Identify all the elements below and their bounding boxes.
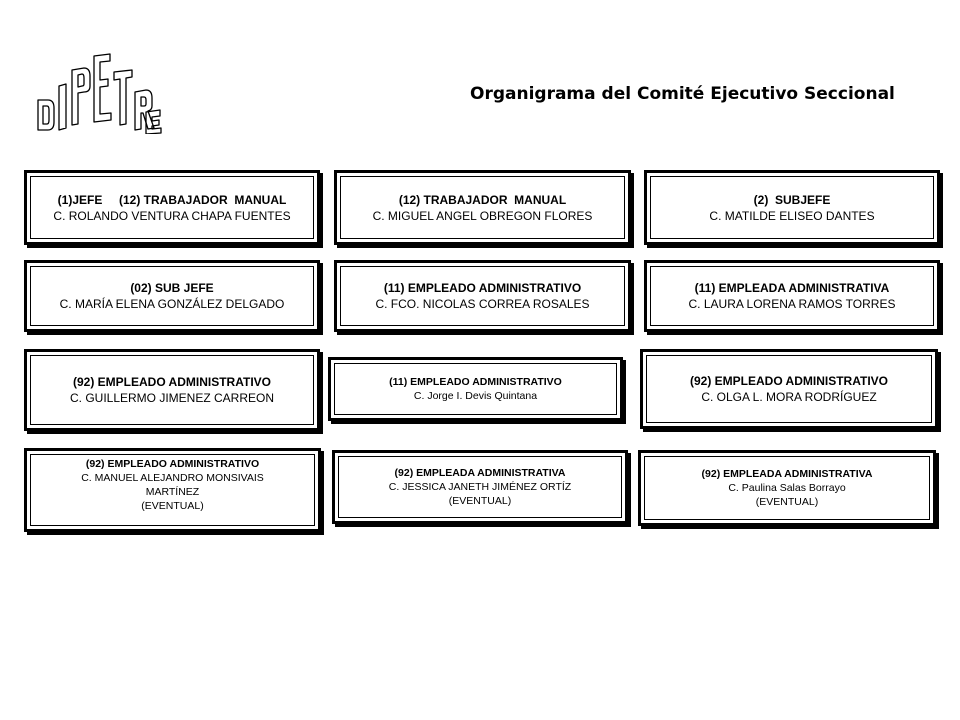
position-box <box>332 450 628 524</box>
position-box <box>334 260 631 332</box>
dipetre-logo <box>34 52 162 134</box>
position-role: (92) EMPLEADA ADMINISTRATIVA <box>394 467 566 479</box>
position-name: C. Jorge I. Devis Quintana <box>413 390 538 402</box>
position-role: (2) SUBJEFE <box>753 192 831 207</box>
position-role: (92) EMPLEADO ADMINISTRATIVO <box>85 458 260 470</box>
position-box <box>640 349 938 429</box>
position-role: (12) TRABAJADOR MANUAL <box>398 192 567 207</box>
position-role: (92) EMPLEADA ADMINISTRATIVA <box>701 468 873 480</box>
position-role: (02) SUB JEFE <box>130 281 214 295</box>
position-box <box>24 170 320 245</box>
position-box <box>638 450 936 526</box>
position-name: C. MANUEL ALEJANDRO MONSIVAIS MARTÍNEZ (EVENTUAL) <box>81 472 264 512</box>
position-role: (92) EMPLEADO ADMINISTRATIVO <box>72 375 271 389</box>
position-name: C. Paulina Salas Borrayo (EVENTUAL) <box>728 482 846 508</box>
position-name: C. GUILLERMO JIMENEZ CARREON <box>69 391 275 405</box>
position-box <box>24 448 321 532</box>
position-box <box>644 170 940 245</box>
position-role: (11) EMPLEADA ADMINISTRATIVA <box>694 281 890 295</box>
position-box <box>334 170 631 245</box>
position-role: (92) EMPLEADO ADMINISTRATIVO <box>689 374 888 388</box>
position-name: C. LAURA LORENA RAMOS TORRES <box>688 297 896 311</box>
position-role: (1)JEFE (12) TRABAJADOR MANUAL <box>57 192 287 207</box>
position-name: C. ROLANDO VENTURA CHAPA FUENTES <box>53 208 291 223</box>
position-box <box>328 357 623 421</box>
position-name: C. FCO. NICOLAS CORREA ROSALES <box>375 297 590 311</box>
position-name: C. MATILDE ELISEO DANTES <box>709 208 875 223</box>
position-box <box>24 349 320 431</box>
position-role: (11) EMPLEADO ADMINISTRATIVO <box>389 376 562 388</box>
position-name: C. JESSICA JANETH JIMÉNEZ ORTÍZ (EVENTUAL) <box>388 481 572 507</box>
position-role: (11) EMPLEADO ADMINISTRATIVO <box>383 281 582 295</box>
position-name: C. MIGUEL ANGEL OBREGON FLORES <box>372 208 593 223</box>
position-name: C. MARÍA ELENA GONZÁLEZ DELGADO <box>59 297 285 311</box>
page-title: Organigrama del Comité Ejecutivo Seccional <box>470 84 895 104</box>
position-box <box>644 260 940 332</box>
position-name: C. OLGA L. MORA RODRÍGUEZ <box>701 390 877 404</box>
position-box <box>24 260 320 332</box>
